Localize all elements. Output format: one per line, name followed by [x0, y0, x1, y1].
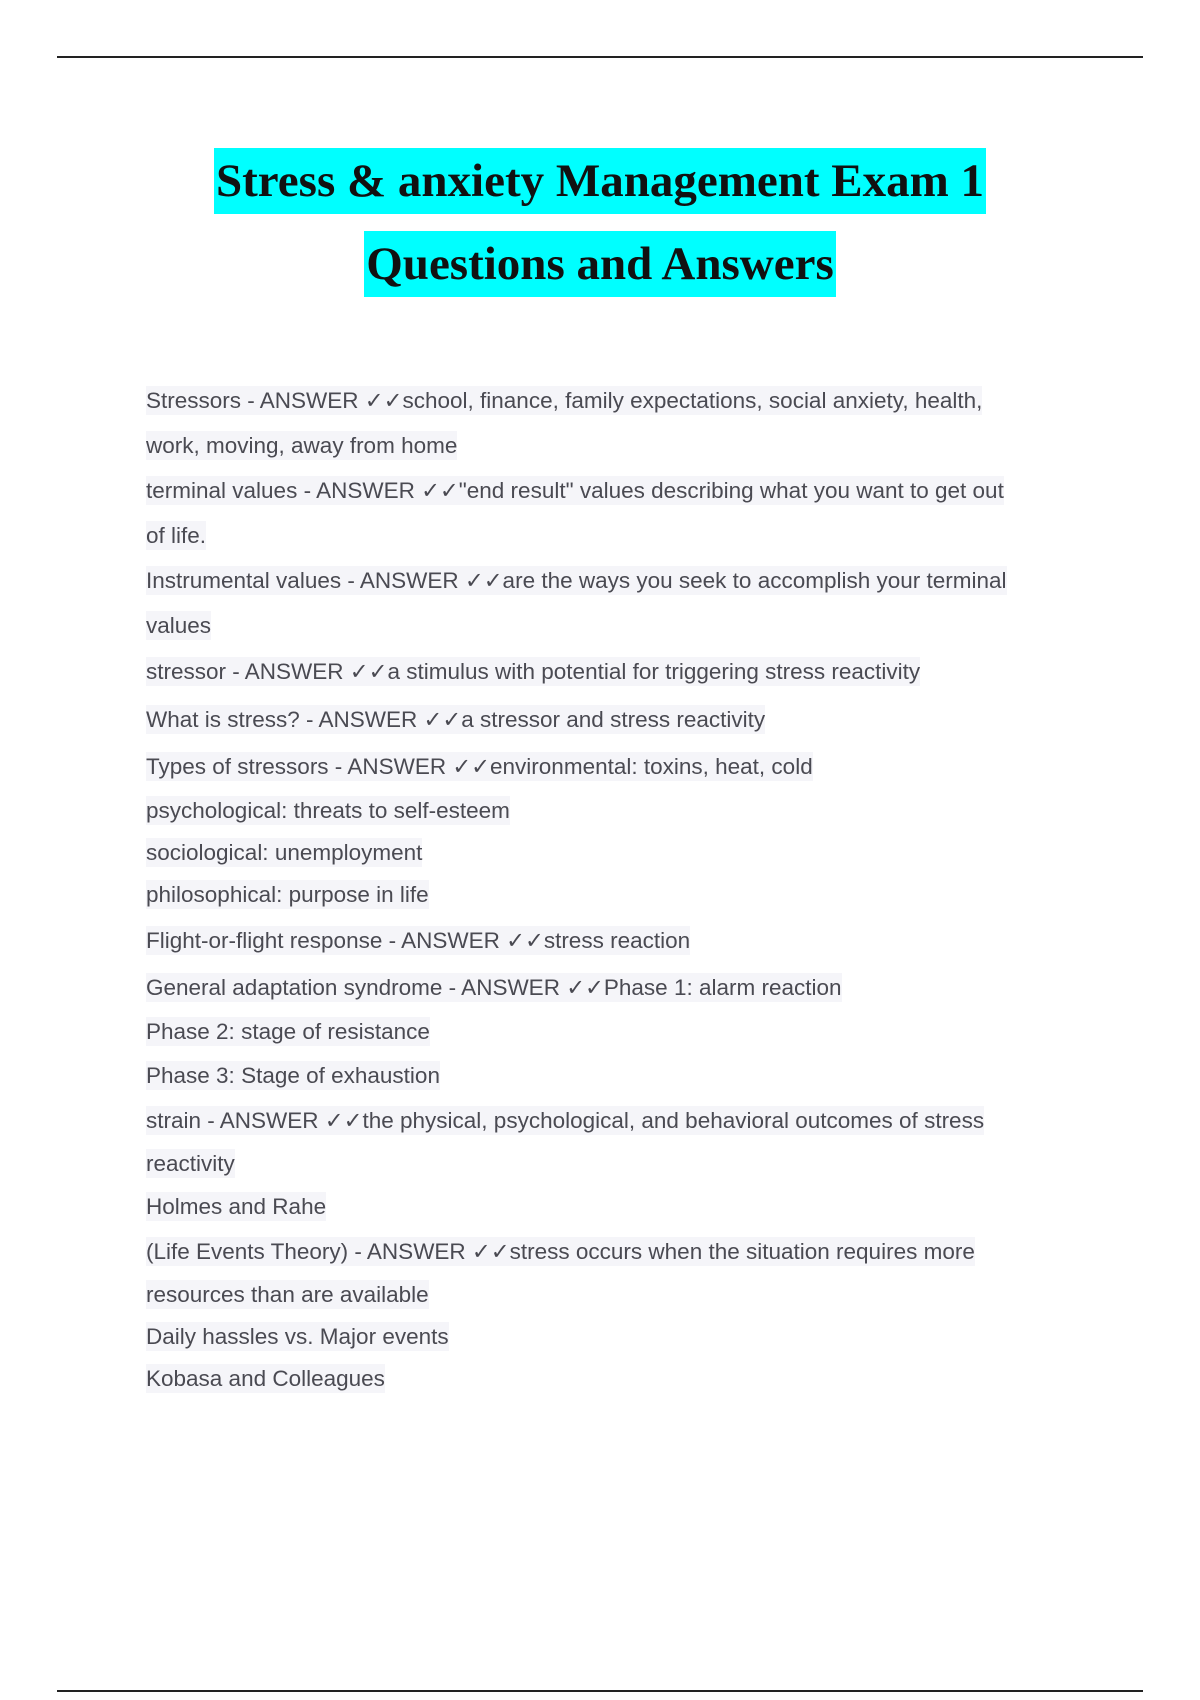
qa-entry-flight-or-flight: [146, 917, 1086, 965]
qa-entry-stressors: [146, 378, 1086, 468]
qa-text-line: Kobasa and Colleagues: [146, 1366, 385, 1391]
qa-text-line: Stressors - ANSWER ✓✓school, finance, family expectations, social anxiety, health,: [146, 388, 983, 413]
qa-text-line: Types of stressors - ANSWER ✓✓environmental: toxins, heat, cold: [146, 754, 813, 779]
qa-text-line: Daily hassles vs. Major events: [146, 1324, 449, 1349]
qa-text-line: General adaptation syndrome - ANSWER ✓✓Phase 1: alarm reaction: [146, 975, 842, 1000]
qa-text-line: terminal values - ANSWER ✓✓"end result" values describing what you want to get out: [146, 478, 1004, 503]
title-line-1: Stress & anxiety Management Exam 1: [214, 148, 986, 214]
bottom-rule: [57, 1690, 1143, 1692]
qa-text-line: psychological: threats to self-esteem: [146, 798, 510, 823]
qa-text-line: Holmes and Rahe: [146, 1194, 327, 1219]
qa-text-line: work, moving, away from home: [146, 433, 458, 458]
qa-list: [146, 378, 1086, 1399]
qa-text-line: values: [146, 613, 212, 638]
qa-text-line: stressor - ANSWER ✓✓a stimulus with potential for triggering stress reactivity: [146, 659, 921, 684]
qa-entry-holmes-and-rahe: [146, 1184, 1086, 1399]
qa-text-line: Instrumental values - ANSWER ✓✓are the ways you seek to accomplish your terminal: [146, 568, 1007, 593]
qa-text-line: philosophical: purpose in life: [146, 882, 429, 907]
qa-text-line: What is stress? - ANSWER ✓✓a stressor and stress reactivity: [146, 707, 766, 732]
qa-entry-strain: [146, 1098, 1086, 1184]
qa-text-line: (Life Events Theory) - ANSWER ✓✓stress occurs when the situation requires more: [146, 1239, 975, 1264]
qa-entry-types-of-stressors: [146, 744, 1086, 917]
title-line-2: Questions and Answers: [364, 231, 836, 297]
qa-text-line: Phase 2: stage of resistance: [146, 1019, 430, 1044]
qa-entry-instrumental-values: [146, 558, 1086, 648]
qa-entry-general-adaptation-syndrome: [146, 965, 1086, 1098]
qa-text-line: reactivity: [146, 1151, 235, 1176]
qa-text-line: resources than are available: [146, 1282, 429, 1307]
qa-text-line: strain - ANSWER ✓✓the physical, psychological, and behavioral outcomes of stress: [146, 1108, 985, 1133]
qa-text-line: of life.: [146, 523, 207, 548]
document-title: [0, 140, 1200, 306]
top-rule: [57, 56, 1143, 58]
qa-entry-what-is-stress: [146, 696, 1086, 744]
qa-text-line: sociological: unemployment: [146, 840, 423, 865]
qa-entry-stressor: [146, 648, 1086, 696]
qa-text-line: Phase 3: Stage of exhaustion: [146, 1063, 440, 1088]
qa-entry-terminal-values: [146, 468, 1086, 558]
qa-text-line: Flight-or-flight response - ANSWER ✓✓stress reaction: [146, 928, 691, 953]
